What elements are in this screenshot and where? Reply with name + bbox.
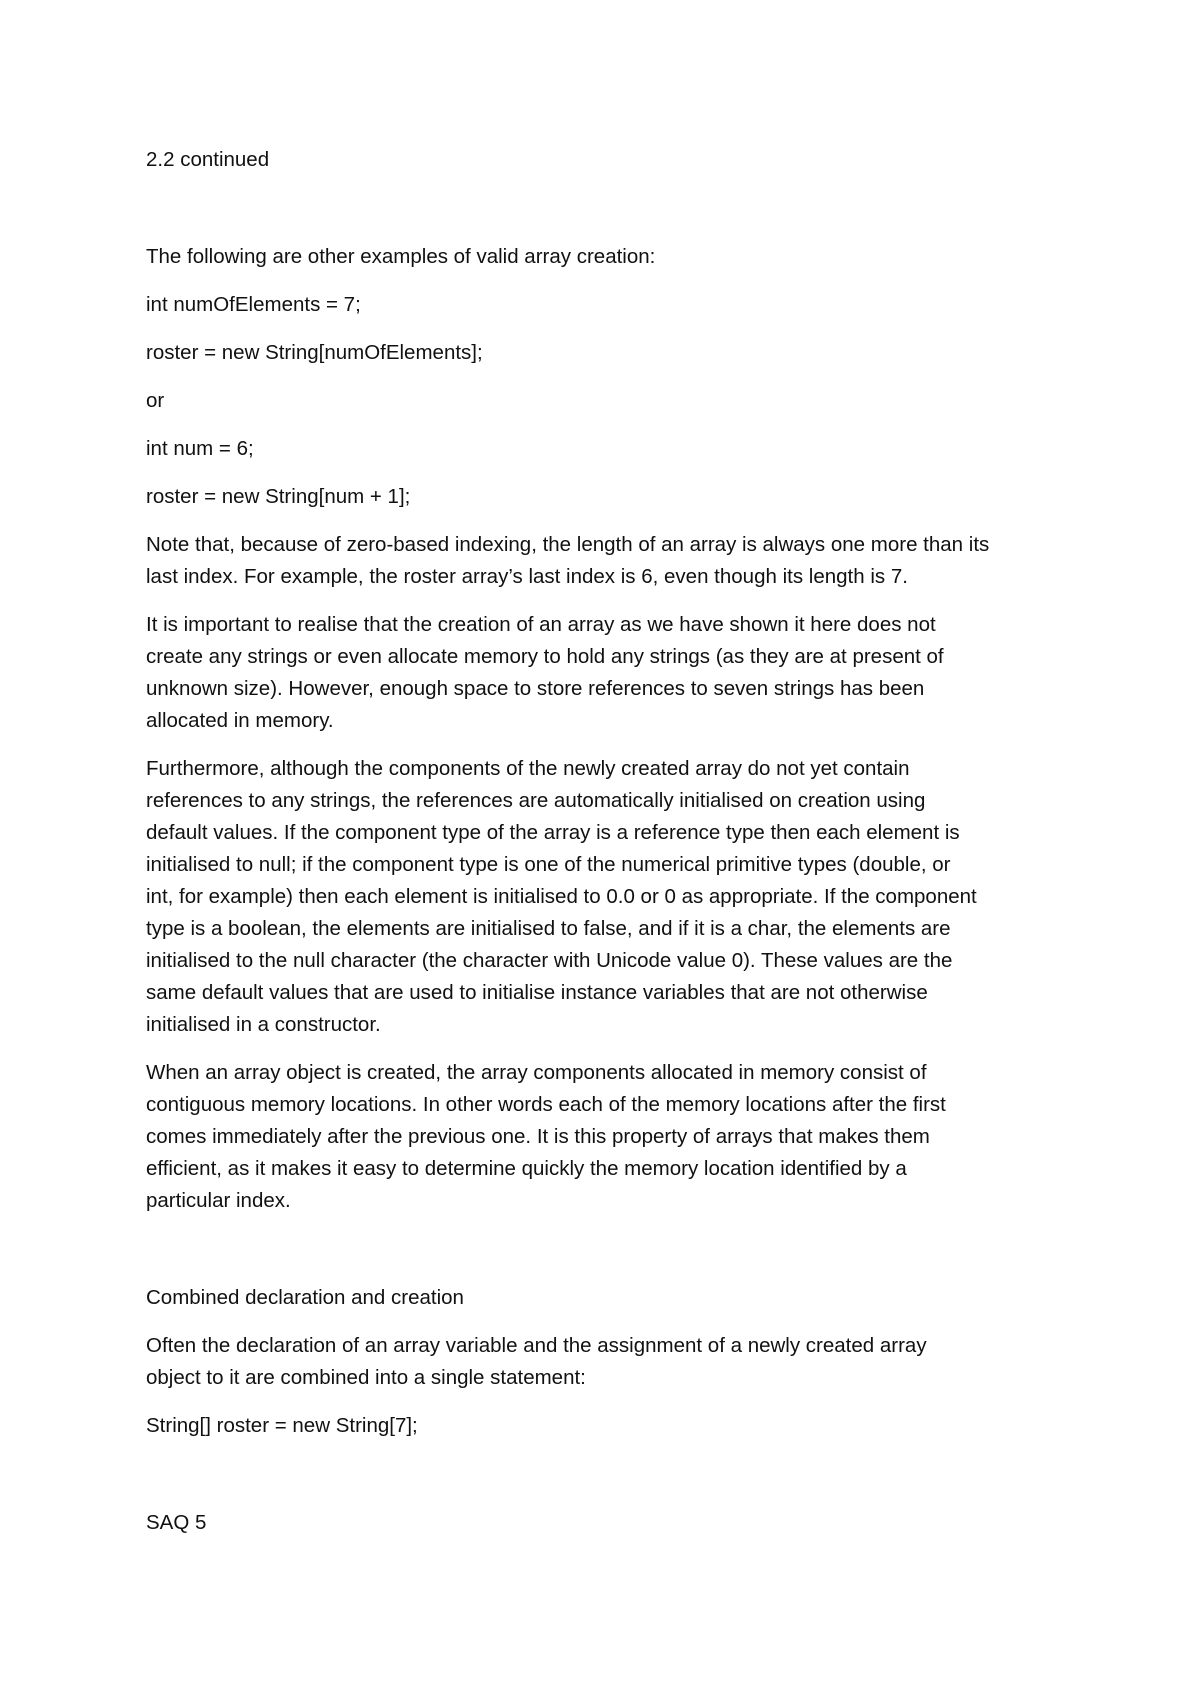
code-line-roster-new-array: roster = new String[numOfElements]; [146, 341, 483, 364]
paragraph-memory-allocation: It is important to realise that the creation of an array as we have shown it here does not create any strings or even allocate memory to hold any strings (as they are at present of unknown size). However, enough space to store references to seven strings has been allocated in memory. [146, 613, 944, 732]
paragraph-default-values: Furthermore, although the components of the newly created array do not yet contain references to any strings, the references are automatically initialised on creation using default values. If the component type of the array is a reference type then each element is initialised to null; if the component type is one of the numerical primitive types (double, or int, for example) then each element is initialised to 0.0 or 0 as appropriate. If the component type is a boolean, the elements are initialised to false, and if it is a char, the elements are initialised to the null character (the character with Unicode value 0). These values are the same default values that are used to initialise instance variables that are not otherwise initialised in a constructor. [146, 757, 977, 1036]
intro-text: The following are other examples of valid array creation: [146, 245, 656, 268]
separator-or: or [146, 389, 165, 412]
code-line-roster-num-plus-one: roster = new String[num + 1]; [146, 485, 411, 508]
code-line-num-of-elements: int numOfElements = 7; [146, 293, 361, 316]
saq-label: SAQ 5 [146, 1511, 207, 1534]
section-heading: 2.2 continued [146, 148, 270, 171]
code-line-num: int num = 6; [146, 437, 254, 460]
subheading-combined-declaration: Combined declaration and creation [146, 1286, 464, 1309]
paragraph-contiguous-memory: When an array object is created, the array components allocated in memory consist of contiguous memory locations. In other words each of the memory locations after the first comes immediately after the previous one. It is this property of arrays that makes them efficient, as it makes it easy to determine quickly the memory location identified by a particular index. [146, 1061, 946, 1212]
paragraph-zero-based-indexing: Note that, because of zero-based indexing, the length of an array is always one more than its last index. For example, the roster array’s last index is 6, even though its length is 7. [146, 533, 990, 588]
code-line-combined-declaration: String[] roster = new String[7]; [146, 1414, 418, 1437]
paragraph-combined-statement: Often the declaration of an array variable and the assignment of a newly created array object to it are combined into a single statement: [146, 1334, 927, 1389]
